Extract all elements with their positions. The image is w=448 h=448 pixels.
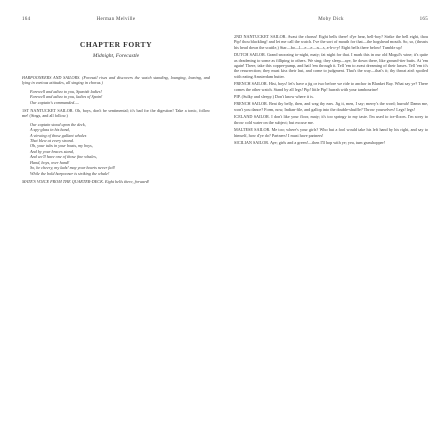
song-line: Oh, your tubs in your boats, my boys, xyxy=(30,143,93,149)
left-page-body xyxy=(22,75,210,184)
song-line: Farewell and adieu to you, Spanish ladies! xyxy=(30,88,102,94)
song-verse xyxy=(22,122,210,176)
stage-direction: HARPOONEERS AND SAILORS. (Foresail rises and discovers the watch standing, lounging, leaning, and lying in various attitudes, all singing in chorus.) xyxy=(22,75,210,86)
song-line: That blew at every strand. xyxy=(30,138,74,144)
song-line: And we'll have one of those fine whales, xyxy=(30,154,97,160)
speech-paragraph: PIP. (Sulky and sleepy.) Don't know where it is. xyxy=(234,94,314,100)
right-page xyxy=(224,0,448,448)
song-line: Farewell and adieu to you, ladies of Spain! xyxy=(30,94,103,100)
chapter-title: CHAPTER FORTY xyxy=(79,40,153,49)
speech-paragraph: FRENCH SAILOR. Hist, boys! let's have a jig or two before we ride to anchor in Blanket Bay. What say ye? There comes the other watch. Stand by all legs! Pip! little Pip! hurrah with your tambourine! xyxy=(234,81,428,92)
speech-paragraph: MALTESE SAILOR. Me too; where's your girls? Who but a fool would take his left hand by his right, and say to himself, how d'ye do? Partners! I must have partners! xyxy=(234,127,428,138)
song-line: And by your braces stand, xyxy=(30,148,74,154)
speech-paragraph: ICELAND SAILOR. I don't like your floor, maty; it's too springy to my taste. I'm used to ice-floors. I'm sorry to throw cold water on the subject; but excuse me. xyxy=(234,114,428,125)
chapter-subtitle: Midnight, Forecastle xyxy=(92,53,140,59)
song-line: Our captain stood upon the deck, xyxy=(30,121,86,127)
song-verse xyxy=(22,89,210,105)
song-line: So, be cheery, my lads! may your hearts never fail! xyxy=(30,165,116,171)
song-line: A spy-glass in his hand, xyxy=(30,127,70,133)
right-page-body xyxy=(234,34,428,145)
song-line: While the bold harpooner is striking the whale! xyxy=(30,170,110,176)
song-line: Our captain's commanded.— xyxy=(30,99,79,105)
left-page-number: 164 xyxy=(22,17,31,22)
right-page-number: 165 xyxy=(419,17,428,22)
song-line: A viewing of those gallant whales xyxy=(30,132,87,138)
right-running-title: Moby Dick xyxy=(318,17,344,22)
speech-paragraph: SICILIAN SAILOR. Aye; girls and a green!—then I'll hop with ye; yea, turn grasshopper! xyxy=(234,139,386,145)
speech-paragraph: 1ST NANTUCKET SAILOR. Oh, boys, don't be sentimental; it's bad for the digestion! Take a tonic, follow me! (Sings, and all follow.) xyxy=(22,108,210,119)
speech-paragraph: FRENCH SAILOR. Beat thy belly, then, and wag thy ears. Jig it, men, I say; merry's the word; hurrah! Damn me, won't you dance? Form, now, Indian-file, and gallop into the double-shuffle? Throw yourselves! Legs! legs! xyxy=(234,101,428,112)
speech-paragraph: 2ND NANTUCKET SAILOR. Avast the chorus! Eight bells there! d'ye hear, bell-boy? Strike the bell eight, thou Pip! thou blackling! and let me call the watch. I've the sort of mouth for that—the hogshead mouth. So, so, (thrusts his head down the scuttle,) Star—bo—l—e—e—n—s, a-h-o-y! Eight bells there below! Tumble up! xyxy=(234,34,428,50)
right-running-head xyxy=(234,17,428,25)
left-running-head xyxy=(22,17,210,25)
stage-direction: MATE'S VOICE FROM THE QUARTER-DECK. Eight bells there, forward! xyxy=(22,178,150,184)
song-line: Hand, boys, over hand! xyxy=(30,159,70,165)
speech-paragraph: DUTCH SAILOR. Grand snoozing to-night, maty; fat night for that. I mark this in our old Mogul's wine; it's quite as deadening to some as filliping to others. We sing; they sleep—aye, lie down there, like ground-tier butts. At 'em again! There, take this copper-pump, and hail 'em through it. Tell 'em to avast dreaming of their lasses. Tell 'em it's the resurrection; they must kiss their last, and come to judgment. That's the way—that's it; thy throat ain't spoiled with eating Amsterdam butter. xyxy=(234,52,428,79)
left-running-title: Herman Melville xyxy=(96,17,136,22)
